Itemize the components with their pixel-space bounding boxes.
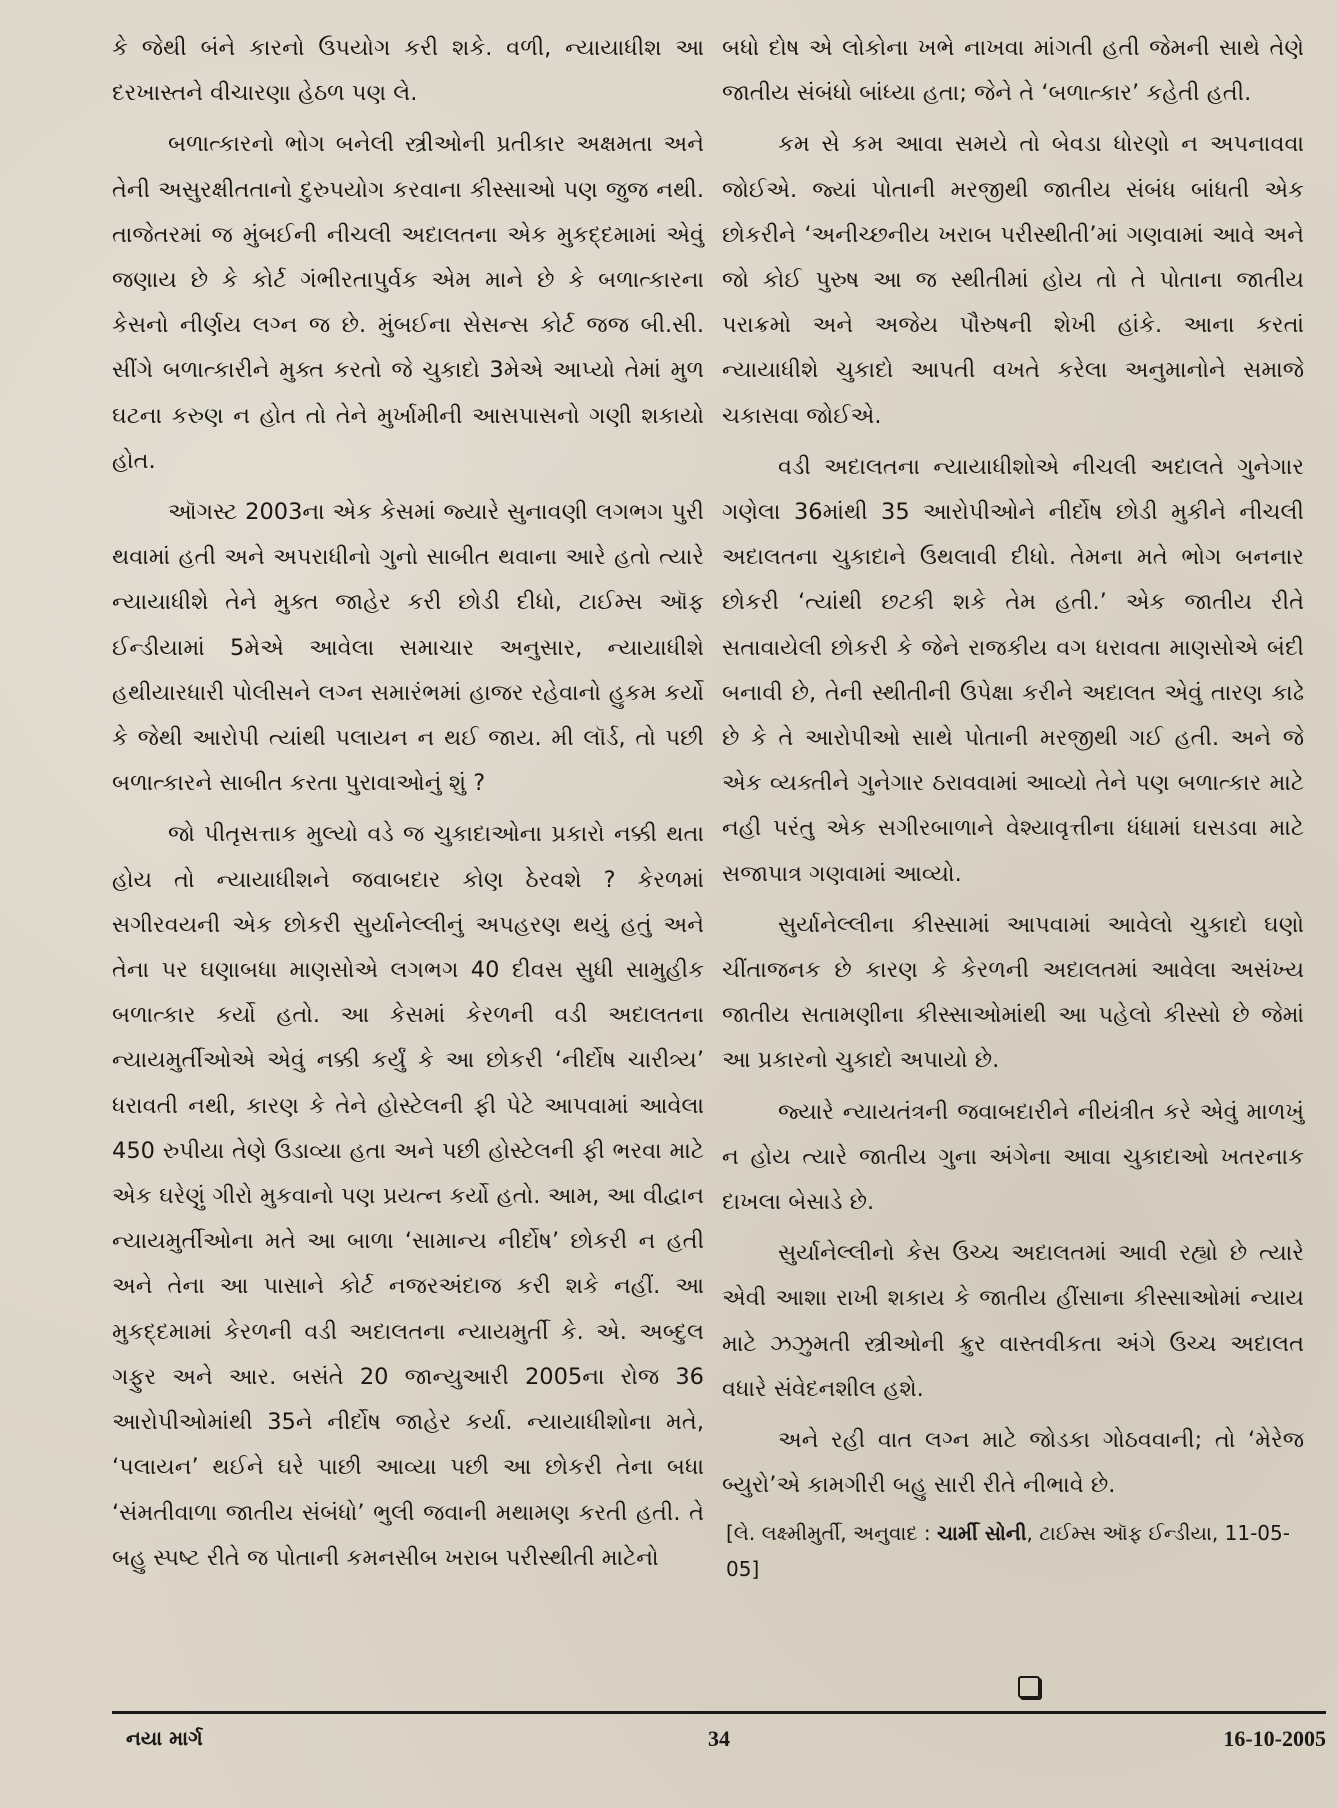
footer-divider	[112, 1711, 1326, 1714]
publication-name: નયા માર્ગ	[126, 1726, 203, 1750]
paragraph: સુર્યાનેલ્લીના કીસ્સામાં આપવામાં આવેલો ચુકાદો ઘણો ચીંતાજનક છે કારણ કે કેરળની અદાલતમાં આવેલા અસંખ્ય જાતીય સતામણીના કીસ્સાઓમાંથી આ પહેલો કીસ્સો છે જેમાં આ પ્રકારનો ચુકાદો અપાયો છે.	[722, 911, 1304, 1074]
paragraph: જો પીતૃસત્તાક મુલ્યો વડે જ ચુકાદાઓના પ્રકારો નક્કી થતા હોય તો ન્યાયાધીશને જવાબદાર કોણ ઠેરવશે ? કેરળમાં સગીરવયની એક છોકરી સુર્યાનેલ્લીનું અપહરણ થયું હતું અને તેના પર ઘણાબધા માણસોએ લગભગ 40 દીવસ સુધી સામુહીક બળાત્કાર કર્યો હતો. આ કેસમાં કેરળની વડી અદાલતના ન્યાયમુર્તીઓએ એવું નક્કી કર્યું કે આ છોકરી ‘નીર્દોષ ચારીત્ર્ય’ ધરાવતી નથી, કારણ કે તેને હોસ્ટેલની ફી પેટે આપવામાં આવેલા 450 રુપીયા તેણે ઉડાવ્યા હતા અને પછી હોસ્ટેલની ફી ભરવા માટે એક ઘરેણું ગીરો મુકવાનો પણ પ્રયત્ન કર્યો હતો. આમ, આ વીદ્વાન ન્યાયમુર્તીઓના મતે આ બાળા ‘સામાન્ય નીર્દોષ’ છોકરી ન હતી અને તેના આ પાસાને કોર્ટ નજરઅંદાજ કરી શકે નહીં. આ મુકદ્દમામાં કેરળની વડી અદાલતના ન્યાયમુર્તી કે. એ. અબ્દુલ ગફુર અને આર. બસંતે 20 જાન્યુઆરી 2005ના રોજ 36 આરોપીઓમાંથી 35ને નીર્દોષ જાહેર કર્યા. ન્યાયાધીશોના મતે, ‘પલાયન’ થઈને ઘરે પાછી આવ્યા પછી આ છોકરી તેના બધા ‘સંમતીવાળા જાતીય સંબંધો’ ભુલી જવાની મથામણ કરતી હતી. તે બહુ સ્પષ્ટ રીતે જ પોતાની કમનસીબ ખરાબ પરીસ્થીતી માટેનો	[112, 821, 704, 1571]
credit-translator: ચાર્મી સોની	[937, 1520, 1027, 1545]
right-column	[722, 26, 1304, 1587]
paragraph: અને રહી વાત લગ્ન માટે જોડકા ગોઠવવાની; તો ‘મેરેજ બ્યુરો’એ કામગીરી બહુ સારી રીતે નીભાવે છે.	[722, 1427, 1304, 1499]
paragraph: જ્યારે ન્યાયતંત્રની જવાબદારીને નીયંત્રીત કરે એવું માળખું ન હોય ત્યારે જાતીય ગુના અંગેના આવા ચુકાદાઓ ખતરનાક દાખલા બેસાડે છે.	[722, 1098, 1304, 1216]
left-column	[112, 26, 704, 1587]
credit-prefix: [લે. લક્ષ્મીમુર્તી, અનુવાદ :	[726, 1520, 938, 1545]
paragraph: કમ સે કમ આવા સમયે તો બેવડા ધોરણો ન અપનાવવા જોઈએ. જ્યાં પોતાની મરજીથી જાતીય સંબંધ બાંધતી એક છોકરીને ‘અનીચ્છનીય ખરાબ પરીસ્થીતી’માં ગણવામાં આવે અને જો કોઈ પુરુષ આ જ સ્થીતીમાં હોય તો તે પોતાના જાતીય પરાક્રમો અને અજેય પૌરુષની શેખી હાંકે. આના કરતાં ન્યાયાધીશે ચુકાદો આપતી વખતે કરેલા અનુમાનોને સમાજે ચકાસવા જોઈએ.	[722, 131, 1304, 429]
paragraph: બળાત્કારનો ભોગ બનેલી સ્ત્રીઓની પ્રતીકાર અક્ષમતા અને તેની અસુરક્ષીતતાનો દુરુપયોગ કરવાના કીસ્સાઓ પણ જુજ નથી. તાજેતરમાં જ મુંબઈની નીચલી અદાલતના એક મુકદ્દમામાં એવું જણાય છે કે કોર્ટ ગંભીરતાપુર્વક એમ માને છે કે બળાત્કારના કેસનો નીર્ણય લગ્ન જ છે. મુંબઈના સેસન્સ કોર્ટ જજ બી.સી. સીંગે બળાત્કારીને મુક્ત કરતો જે ચુકાદો 3મેએ આપ્યો તેમાં મુળ ઘટના કરુણ ન હોત તો તેને મુર્ખામીની આસપાસનો ગણી શકાયો હોત.	[112, 131, 704, 474]
paragraph: કે જેથી બંને કારનો ઉપયોગ કરી શકે. વળી, ન્યાયાધીશ આ દરખાસ્તને વીચારણા હેઠળ પણ લે.	[112, 35, 704, 107]
page-number: 34	[708, 1726, 730, 1751]
paragraph: બધો દોષ એ લોકોના ખભે નાખવા માંગતી હતી જેમની સાથે તેણે જાતીય સંબંધો બાંધ્યા હતા; જેને તે ‘બળાત્કાર’ કહેતી હતી.	[722, 35, 1304, 107]
page-footer	[112, 1726, 1326, 1758]
square-end-mark-icon	[1018, 1676, 1040, 1698]
author-credit	[722, 1515, 1304, 1587]
paragraph: ઑગસ્ટ 2003ના એક કેસમાં જ્યારે સુનાવણી લગભગ પુરી થવામાં હતી અને અપરાધીનો ગુનો સાબીત થવાના આરે હતો ત્યારે ન્યાયાધીશે તેને મુક્ત જાહેર કરી છોડી દીધો, ટાઈમ્સ ઑફ ઈન્ડીયામાં 5મેએ આવેલા સમાચાર અનુસાર, ન્યાયાધીશે હથીયારધારી પોલીસને લગ્ન સમારંભમાં હાજર રહેવાનો હુકમ કર્યો કે જેથી આરોપી ત્યાંથી પલાયન ન થઈ જાય. મી લૉર્ડ, તો પછી બળાત્કારને સાબીત કરતા પુરાવાઓનું શું ?	[112, 499, 704, 797]
paragraph: સુર્યાનેલ્લીનો કેસ ઉચ્ચ અદાલતમાં આવી રહ્યો છે ત્યારે એવી આશા રાખી શકાય કે જાતીય હીંસાના કીસ્સાઓમાં ન્યાય માટે ઝઝુમતી સ્ત્રીઓની ક્રુર વાસ્તવીકતા અંગે ઉચ્ચ અદાલત વધારે સંવેદનશીલ હશે.	[722, 1240, 1304, 1402]
credit-suffix: , ટાઈમ્સ ઑફ ઈન્ડીયા, 11-05-05]	[726, 1520, 1290, 1581]
issue-date: 16-10-2005	[1223, 1726, 1326, 1751]
paragraph: વડી અદાલતના ન્યાયાધીશોએ નીચલી અદાલતે ગુનેગાર ગણેલા 36માંથી 35 આરોપીઓને નીર્દોષ છોડી મુકીને નીચલી અદાલતના ચુકાદાને ઉથલાવી દીધો. તેમના મતે ભોગ બનનાર છોકરી ‘ત્યાંથી છટકી શકે તેમ હતી.’ એક જાતીય રીતે સતાવાયેલી છોકરી કે જેને રાજકીય વગ ધરાવતા માણસોએ બંદી બનાવી છે, તેની સ્થીતીની ઉપેક્ષા કરીને અદાલત એવું તારણ કાઢે છે કે તે આરોપીઓ સાથે પોતાની મરજીથી ગઈ હતી. અને જે એક વ્યક્તીને ગુનેગાર ઠરાવવામાં આવ્યો તેને પણ બળાત્કાર માટે નહી પરંતુ એક સગીરબાળાને વેશ્યાવૃત્તીના ધંધામાં ઘસડવા માટે સજાપાત્ર ગણવામાં આવ્યો.	[722, 453, 1304, 887]
